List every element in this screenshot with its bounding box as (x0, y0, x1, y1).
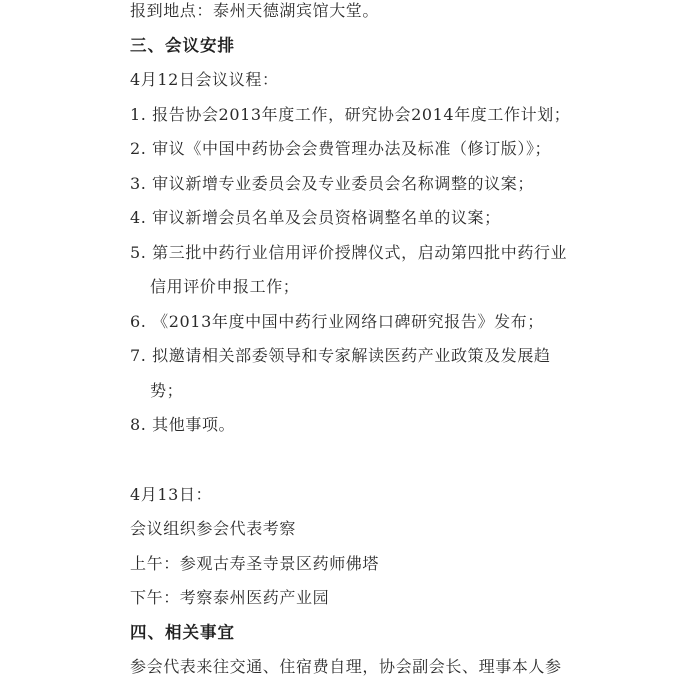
registration-location: 报到地点：泰州天德湖宾馆大堂。 (130, 1, 380, 20)
related-matters-text: 参会代表来往交通、住宿费自理，协会副会长、理事本人参 (130, 657, 562, 676)
agenda-item-5: 5. 第三批中药行业信用评价授牌仪式，启动第四批中药行业 (130, 243, 568, 262)
agenda-item-7-continued: 势； (150, 381, 184, 400)
section-heading-related-matters: 四、相关事宜 (130, 623, 235, 642)
agenda-item-1: 1. 报告协会2013年度工作，研究协会2014年度工作计划； (130, 105, 571, 124)
afternoon-schedule: 下午：考察泰州医药产业园 (130, 588, 330, 607)
agenda-date-april-12: 4月12日会议议程： (130, 70, 279, 89)
agenda-item-2: 2. 审议《中国中药协会会费管理办法及标准（修订版）》； (130, 139, 552, 158)
agenda-item-5-continued: 信用评价申报工作； (150, 277, 300, 296)
agenda-date-april-13: 4月13日： (130, 485, 213, 504)
agenda-item-4: 4. 审议新增会员名单及会员资格调整名单的议案； (130, 208, 501, 227)
agenda-item-8: 8. 其他事项。 (130, 415, 236, 434)
morning-schedule: 上午：参观古寿圣寺景区药师佛塔 (130, 554, 380, 573)
agenda-item-3: 3. 审议新增专业委员会及专业委员会名称调整的议案； (130, 174, 534, 193)
agenda-item-6: 6. 《2013年度中国中药行业网络口碑研究报告》发布； (130, 312, 544, 331)
agenda-item-7: 7. 拟邀请相关部委领导和专家解读医药产业政策及发展趋 (130, 346, 551, 365)
inspection-note: 会议组织参会代表考察 (130, 519, 297, 538)
section-heading-meeting-arrangement: 三、会议安排 (130, 36, 235, 55)
